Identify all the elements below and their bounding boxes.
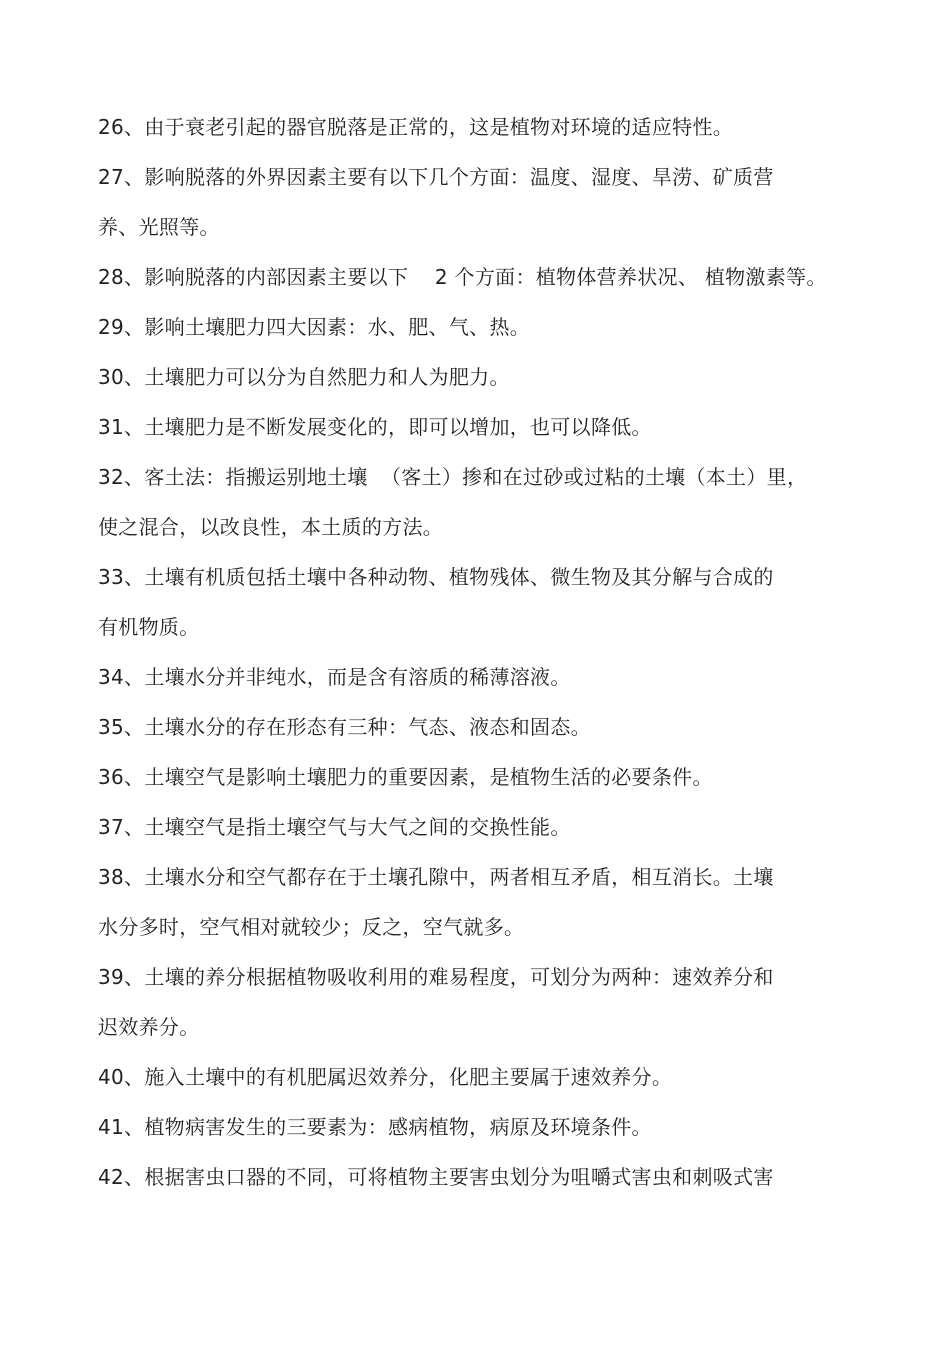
text-line-38-cont: 水分多时，空气相对就较少；反之，空气就多。 [98,915,525,939]
text-line-32: 32、客土法：指搬运别地土壤 （客土）掺和在过砂或过粘的土壤（本土）里， [98,465,808,489]
text-line-34: 34、土壤水分并非纯水，而是含有溶质的稀薄溶液。 [98,665,571,689]
text-line-42: 42、根据害虫口器的不同，可将植物主要害虫划分为咀嚼式害虫和刺吸式害 [98,1165,774,1189]
text-line-38: 38、土壤水分和空气都存在于土壤孔隙中，两者相互矛盾，相互消长。土壤 [98,865,774,889]
text-line-28: 28、影响脱落的内部因素主要以下 2 个方面：植物体营养状况、 植物激素等。 [98,265,827,289]
text-line-27-cont: 养、光照等。 [98,215,220,239]
text-line-33: 33、土壤有机质包括土壤中各种动物、植物残体、微生物及其分解与合成的 [98,565,774,589]
text-line-37: 37、土壤空气是指土壤空气与大气之间的交换性能。 [98,815,571,839]
text-line-31: 31、土壤肥力是不断发展变化的，即可以增加，也可以降低。 [98,415,652,439]
text-line-32-cont: 使之混合，以改良性，本土质的方法。 [98,515,444,539]
text-line-41: 41、植物病害发生的三要素为：感病植物，病原及环境条件。 [98,1115,652,1139]
text-line-29: 29、影响土壤肥力四大因素：水、肥、气、热。 [98,315,531,339]
text-line-36: 36、土壤空气是影响土壤肥力的重要因素，是植物生活的必要条件。 [98,765,713,789]
text-line-27: 27、影响脱落的外界因素主要有以下几个方面：温度、湿度、旱涝、矿质营 [98,165,774,189]
text-line-35: 35、土壤水分的存在形态有三种：气态、液态和固态。 [98,715,591,739]
text-line-40: 40、施入土壤中的有机肥属迟效养分，化肥主要属于速效养分。 [98,1065,673,1089]
text-line-26: 26、由于衰老引起的器官脱落是正常的，这是植物对环境的适应特性。 [98,115,734,139]
text-line-30: 30、土壤肥力可以分为自然肥力和人为肥力。 [98,365,510,389]
text-line-39: 39、土壤的养分根据植物吸收利用的难易程度，可划分为两种：速效养分和 [98,965,774,989]
text-line-39-cont: 迟效养分。 [98,1015,200,1039]
text-line-33-cont: 有机物质。 [98,615,200,639]
